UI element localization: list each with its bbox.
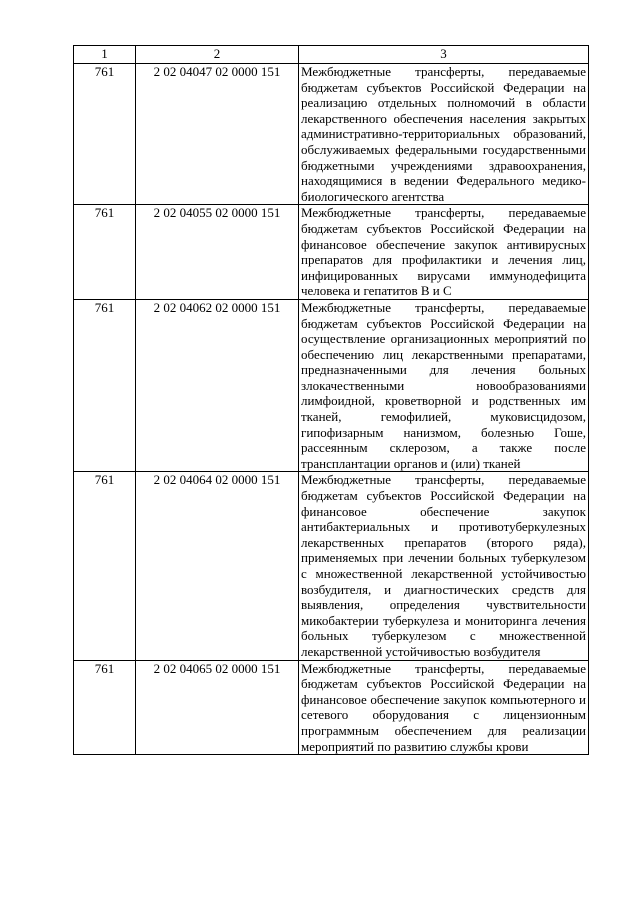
table-row <box>74 205 589 300</box>
administrator-code-cell: 761 <box>74 64 136 205</box>
budget-code-cell: 2 02 04047 02 0000 151 <box>136 64 299 205</box>
budget-code-cell: 2 02 04055 02 0000 151 <box>136 205 299 300</box>
income-name-cell: Межбюджетные трансферты, передаваемые бюджетам субъектов Российской Федерации на осуществление организационных мероприятий по обеспечению лиц лекарственными препаратами, предназначенными для лечения больных злокачественными новообразованиями лимфоидной, кроветворной и родственных им тканей, гемофилией, муковисцидозом, гипофизарным нанизмом, болезнью Гоше, рассеянным склерозом, а также после трансплантации органов и (или) тканей <box>299 299 589 472</box>
administrator-code-cell: 761 <box>74 660 136 755</box>
column-number-3: 3 <box>299 46 589 64</box>
budget-code-cell: 2 02 04065 02 0000 151 <box>136 660 299 755</box>
column-number-2: 2 <box>136 46 299 64</box>
administrator-code-cell: 761 <box>74 299 136 472</box>
income-name-cell: Межбюджетные трансферты, передаваемые бюджетам субъектов Российской Федерации на финансовое обеспечение закупок компьютерного и сетевого оборудования с лицензионным программным обеспечением для реализации мероприятий по развитию службы крови <box>299 660 589 755</box>
income-name-cell: Межбюджетные трансферты, передаваемые бюджетам субъектов Российской Федерации на финансовое обеспечение закупок антивирусных препаратов для профилактики и лечения лиц, инфицированных вирусами иммунодефицита человека и гепатитов B и C <box>299 205 589 300</box>
income-name-cell: Межбюджетные трансферты, передаваемые бюджетам субъектов Российской Федерации на реализацию отдельных полномочий в области лекарственного обеспечения населения закрытых административно-территориальных образований, обслуживаемых федеральными государственными бюджетными учреждениями здравоохранения, находящимися в ведении Федерального медико-биологического агентства <box>299 64 589 205</box>
table-row <box>74 472 589 660</box>
budget-code-cell: 2 02 04062 02 0000 151 <box>136 299 299 472</box>
table-row <box>74 660 589 755</box>
administrator-code-cell: 761 <box>74 205 136 300</box>
administrator-code-cell: 761 <box>74 472 136 660</box>
column-number-row <box>74 46 589 64</box>
budget-code-cell: 2 02 04064 02 0000 151 <box>136 472 299 660</box>
table-row <box>74 299 589 472</box>
table-row <box>74 64 589 205</box>
budget-classification-table <box>73 45 589 755</box>
column-number-1: 1 <box>74 46 136 64</box>
income-name-cell: Межбюджетные трансферты, передаваемые бюджетам субъектов Российской Федерации на финансовое обеспечение закупок антибактериальных и противотуберкулезных лекарственных препаратов (второго ряда), применяемых при лечении больных туберкулезом с множественной лекарственной устойчивостью возбудителя, и диагностических средств для выявления, определения чувствительности микобактерии туберкулеза и мониторинга лечения больных туберкулезом с множественной лекарственной устойчивостью возбудителя <box>299 472 589 660</box>
